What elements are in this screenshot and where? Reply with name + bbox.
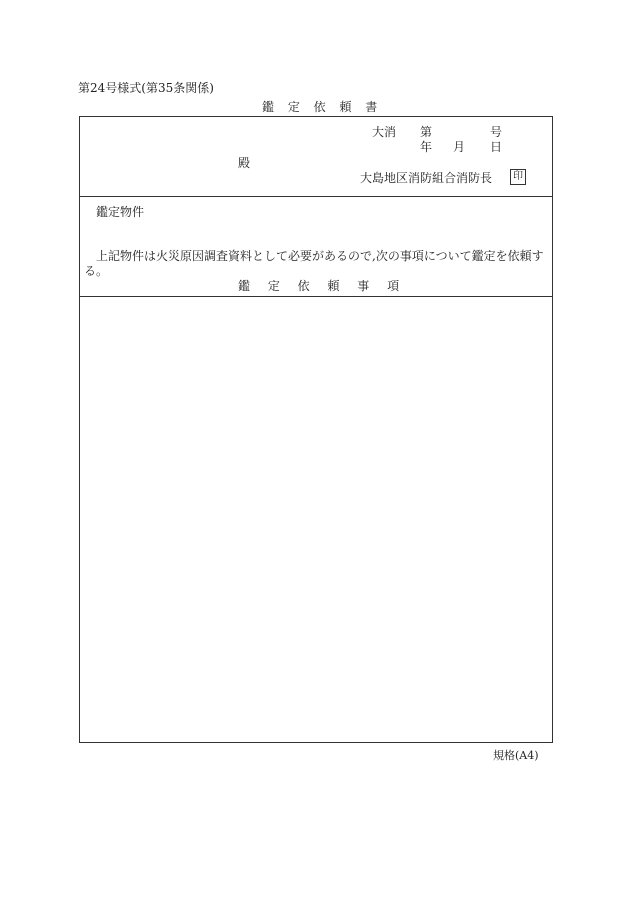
paper-size: 規格(A4): [493, 749, 539, 762]
request-text: 上記物件は火災原因調査資料として必要があるので,次の事項について鑑定を依頼する。: [84, 249, 544, 278]
addressee-honorific: 殿: [238, 156, 251, 170]
form-number: 第24号様式(第35条関係): [78, 81, 214, 95]
number-gou: 号: [490, 125, 503, 139]
seal-stamp: 印: [510, 169, 526, 185]
request-items-area: [80, 297, 552, 741]
number-dai: 第: [420, 125, 433, 139]
divider-header: [80, 196, 552, 197]
date-day: 日: [490, 140, 503, 154]
office-prefix: 大消: [372, 125, 397, 139]
form-title: 鑑 定 依 頼 書: [262, 100, 383, 114]
item-label: 鑑定物件: [96, 205, 145, 219]
sender-name: 大島地区消防組合消防長: [360, 171, 493, 185]
form-box: [79, 116, 553, 743]
date-month: 月: [453, 140, 466, 154]
section-heading: 鑑 定 依 頼 事 項: [238, 279, 400, 293]
date-year: 年: [420, 140, 433, 154]
